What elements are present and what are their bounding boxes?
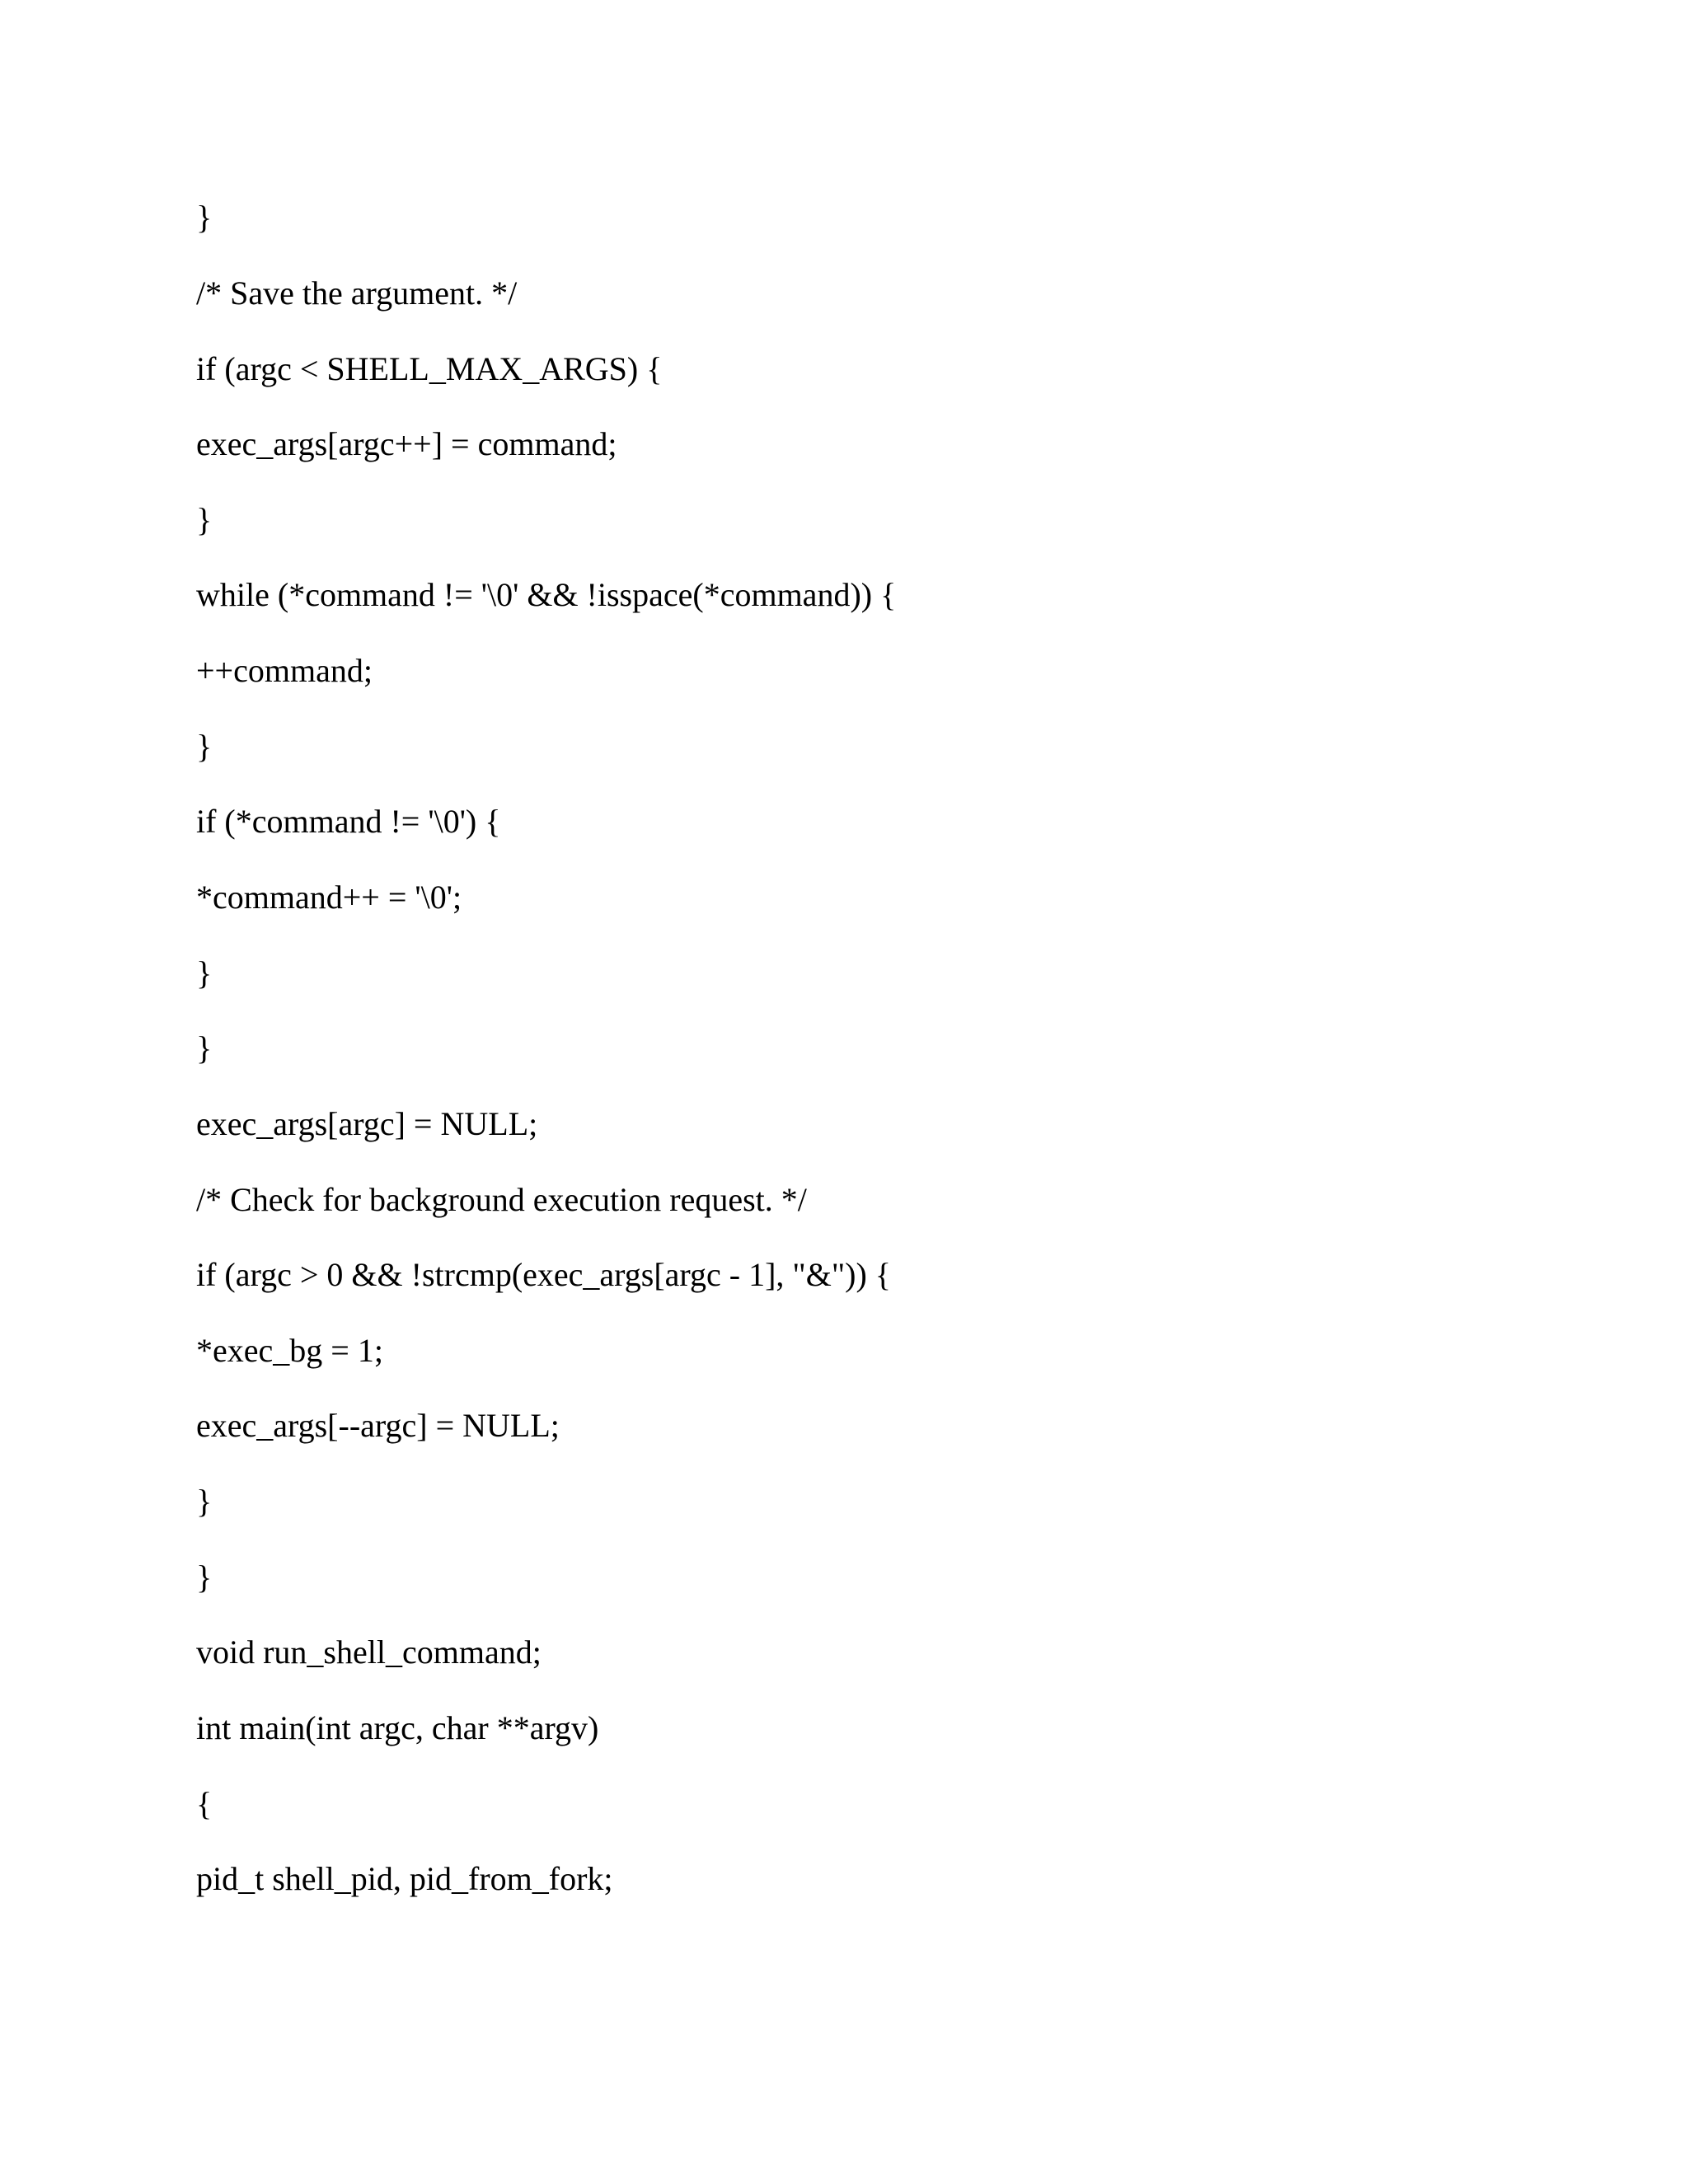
code-line: } [196, 728, 213, 765]
code-line: } [196, 501, 213, 538]
code-line: int main(int argc, char **argv) [196, 1709, 599, 1746]
code-line: if (*command != '\0') { [196, 803, 501, 840]
code-line: ++command; [196, 652, 373, 689]
code-line: } [196, 1558, 213, 1596]
code-line: /* Save the argument. */ [196, 274, 518, 312]
code-line: /* Check for background execution request. */ [196, 1181, 807, 1218]
code-line: { [196, 1785, 213, 1822]
code-line: while (*command != '\0' && !isspace(*command)) { [196, 576, 897, 613]
code-line: pid_t shell_pid, pid_from_fork; [196, 1860, 613, 1897]
code-line: void run_shell_command; [196, 1633, 542, 1671]
code-line: exec_args[argc] = NULL; [196, 1105, 538, 1142]
code-line: exec_args[--argc] = NULL; [196, 1407, 560, 1444]
code-line: } [196, 954, 213, 991]
code-line: if (argc > 0 && !strcmp(exec_args[argc - 1], "&")) { [196, 1256, 892, 1293]
code-line: } [196, 199, 213, 236]
code-line: exec_args[argc++] = command; [196, 425, 617, 462]
code-line: *exec_bg = 1; [196, 1332, 383, 1369]
code-line: *command++ = '\0'; [196, 879, 462, 916]
code-line: } [196, 1483, 213, 1520]
code-line: } [196, 1029, 213, 1066]
code-line: if (argc < SHELL_MAX_ARGS) { [196, 350, 663, 387]
